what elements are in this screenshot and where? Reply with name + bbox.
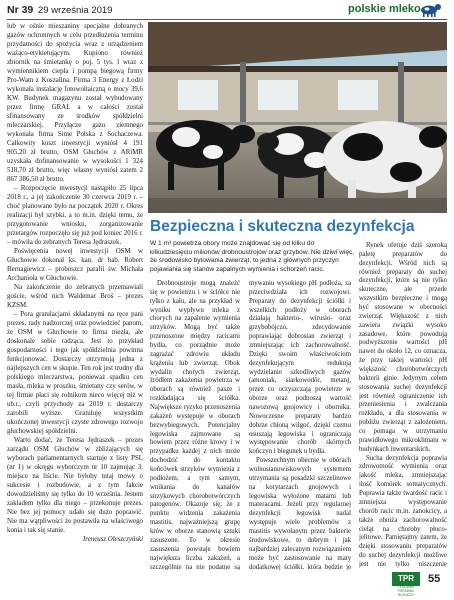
author-byline: Ireneusz Oleszczyński (82, 536, 143, 543)
paragraph: Na zakończenie do zebranych przemawiali goście, wśród nich Waldemar Broś – prezes KZSM. (7, 284, 143, 309)
paragraph: Powszechnym obecnie w obórach wolnostanowiskowych systemem utrzymania są posadzki szczelinowe na korytarzach gnojowych i legowiska wyłożone matami lub materacami. Jeżeli przy regularnej dezynfekcji legowisk nadal występuje wiele problemów z mastitis wywołanym przez bakterie środowiskowe, to dobrym i jak najbardziej zalecanym rozwiązaniem może być zastosowanie na maty dodatkowej ściółki, która będzie je (249, 457, 351, 570)
cows-barn-photo (148, 22, 447, 213)
paragraph: Sucha dezynfekcja poprawia zdrowotność wymienia oraz jakość mleka, zmniejszając ilość komórek somatycznych. Poprawia także twardość racic i zmniejsza występowanie chorób racic m.in. zanokcicy, a także obniża zachorowalność cieląt na choroby płuco-jelitowe. Pamiętajmy zatem, że dzięki stosowaniu preparatów do suchej dezynfekcji możliwe jest nie tylko niszczenie (359, 454, 447, 568)
paragraph: Drobnoustroje mogą znaleźć się w powietrzu i w ściółce nie tylko z kału, ale na przykład w wyniku wypływu mleka z chorych na zapalenie wymienia strzyków. Mogą być także przenoszone między racicami bydła, co porządnie może zagrażać zdrowiu układu krążenia lub zwierząt. Obok wydalin chorych zwierząt, źródłem zakażenia powietrza w oborach są również pasze i rozkładająca się ściółka. Największe ryzyko przenoszenia zakażeń występuje w oborach bezwybiegowych. Potencjalny legowiska zajmowane są bowiem przez różne krowy i w przypadku każdej z nich może dochodzić do kontaktu końcówek strzyków wymienia z podłożem, a tym samym, wnikania do kanałów strzykowych chorobotwórczych patogenów. Okazuje się, że z punktu widzenia zakażenia mastitis, najważniejszą grupę krów w oborze stanowią sztuki zasuszone. To w okresie zasuszenia powstaje bowiem największa liczba zakażeń, a szczególnie na nie podatne są (150, 280, 240, 570)
issue-number: Nr 39 (7, 4, 34, 16)
paragraph: mywaniu wysokiego pH podłoża, za przeciwdziała ich rozwojowi. Preparaty do dezynfekcji ściółki i wszelkich podłoży w oborach działają bakterio-, wirusio- oraz grzybobójczo, zdecydowanie poprawiając dobrostan zwierząt i zmniejszając ich zachorowalność. Dzięki swoim właściwościom dezynfekującym redukują wydzielanie szkodliwych gazów (amoniak, siarkowodór, metan), przez co oczyszczają powietrze w oborze oraz podnoszą wartość nawozową gnojowicy i obornika. Nowoczesne preparaty bardzo dobrze chłoną wilgoć, dzięki czemu osuszają legowiska i ograniczają występowanie chorób skórnych kończyn i biegunek u bydła. (249, 280, 351, 456)
article-column-2 (249, 280, 351, 570)
article-column-3 (359, 242, 447, 570)
paragraph: – Rozpoczęcie inwestycji nastąpiło 25 lipca 2018 r., a jej zakończenie 30 czerwca 2019 r. – choć planowane było na początek 2020 r. Okres realizacji był szybki, a to m.in. dzięki temu, że przygotowanie wniosku, zorganizowanie przetargów rozpoczęło się już pod koniec 2016 r. – mówiła do zebranych Teresa Jędraszek. (7, 185, 143, 246)
previous-article-column (7, 22, 143, 570)
cow-icon (418, 1, 442, 17)
page-number: 55 (428, 573, 441, 585)
paragraph: Rynek oferuje dziś szeroką paletę preparatów do dezynfekcji. Wśród nich są również preparaty do suchej dezynfekcji, które są nie tylko skuteczne, ale przede wszystkim bezpieczne i mogą być stosowane w obecności zwierząt. Większość z nich zawiera związki wysoko zasadowe, które powodują podwyższenie wartości pH nawet do około 12, co oznacza, że przy takiej wartości pH większość chorobotwórczych bakterii ginie. Jedynym celem stosowania suchej dezynfekcji jest również ograniczenie ich przeniesienia i zwalczania rozkładu, a dla stosowania w pobliżu zwierząt z założeniem, co pomaga w utrzymaniu prawidłowego mikroklimatu w budynkach inwentarskich. (359, 242, 447, 453)
header-rule (7, 19, 447, 20)
publisher-logo-subtitle: TYGODNIK PORADNIK ROLNICZY (397, 585, 415, 597)
paragraph: lub w ośnie mieszaniny specjalne dobranych gazów ochronnych w celu przedłużenia terminu przydatności do spożycia wraz z urządzeniem ważąco-etykietującym. Kupiono również zbiornik na śmietankę o poj. 5 tys. l wraz z wymiennikiem ciepła i pompą biegową firmy Pro-Wam z Koszalina. Firma 3 Energy z Łodzi wykonała instalację fotowoltaiczną o mocy 39,6 KW. Budynek magazynu został wybudowany przez firmę GRAL a w całości został sfinansowany ze środków spółdzielni mleczarskiej. Przyłącze gazu ziemnego wykonała firma Sime Polska z Sochaczewa. Całkowity koszt inwestycji wyniósł 4 191 905,20 zł brutto, OSM Głuchów z ARiMR uzyskała dofinansowanie w wysokości 1 324 518,70 zł brutto, więc własny wyniósł zatem 2 867 386,50 zł brutto. (7, 23, 143, 183)
paragraph: – Pora gratulacjami składanymi na ręce pani prezes, rady nadzorczej oraz powiedzieć panom, że OSM w Głuchowie to firma niezła, ale doskonale sobie radząca. Jest to przykład gospodarności i tego jak spółdzielnia powinna funkcjonować. Dostarczy otrzymują jedna z najlepszych cen w skupie. Ten rok jest trudny dla polskiego mleczarstwa, ponieważ spadku cen masła, mleka w proszku, śmietany czy serów, w tej firmie płaci się rolnikom nieco więcej niż w ub.r., czyli przychody za 2019 r. dostarczy zarobili wyższe. Gratuluję wszystkim ukończonej inwestycji czyste zdrowego rozwoju głuchowskiej spółdzielni. (7, 311, 143, 435)
section-brand: polskie mleko (348, 3, 421, 15)
publisher-logo: TPR (392, 572, 420, 586)
article-lead: W 1 m³ powietrza obory może znajdować się od kilku do kilkudziesięciu milionów drobnoustrojów oraz grzybów. Nie dziwi więc, że środowisko bytowania zwierząt, to jedna z głównych przyczyn pojawiania się stanów zapalnych wymienia i schorzeń racic. (150, 240, 355, 273)
paragraph: Warto dodać, że Teresa Jędraszek – prezes zarządu OSM Głuchów w zbliżających się wyborach parlamentarnych startuje z listy PSL (nr 1) w okręgu wyborczym nr 10 zajmując 3. miejsce na liście. Nie byłoby tutaj mowy o sukcesie i rozbudowie, a z tym fakcie dowodzieliśmy się tylko do 10 września. Jestem zakładem tylko dla niego – przekonuje prezes. Nie bez jej pomocy udało się dużo poprawić. Nie ma wątpliwości że postawiła na właściwego konia i tak się stanie. (7, 437, 143, 534)
article-column-1 (150, 280, 240, 570)
article-title: Bezpieczna i skuteczna dezynfekcja (150, 218, 415, 235)
issue-date: 29 września 2019 (38, 5, 113, 16)
paragraph: Poświęcenia nowej inwestycji OSM w Głuchowie dokonał ks. kan. dr hab. Robert Bernagiewicz – proboszcz parafii św. Michała Archanioła w Głuchowie. (7, 248, 143, 282)
